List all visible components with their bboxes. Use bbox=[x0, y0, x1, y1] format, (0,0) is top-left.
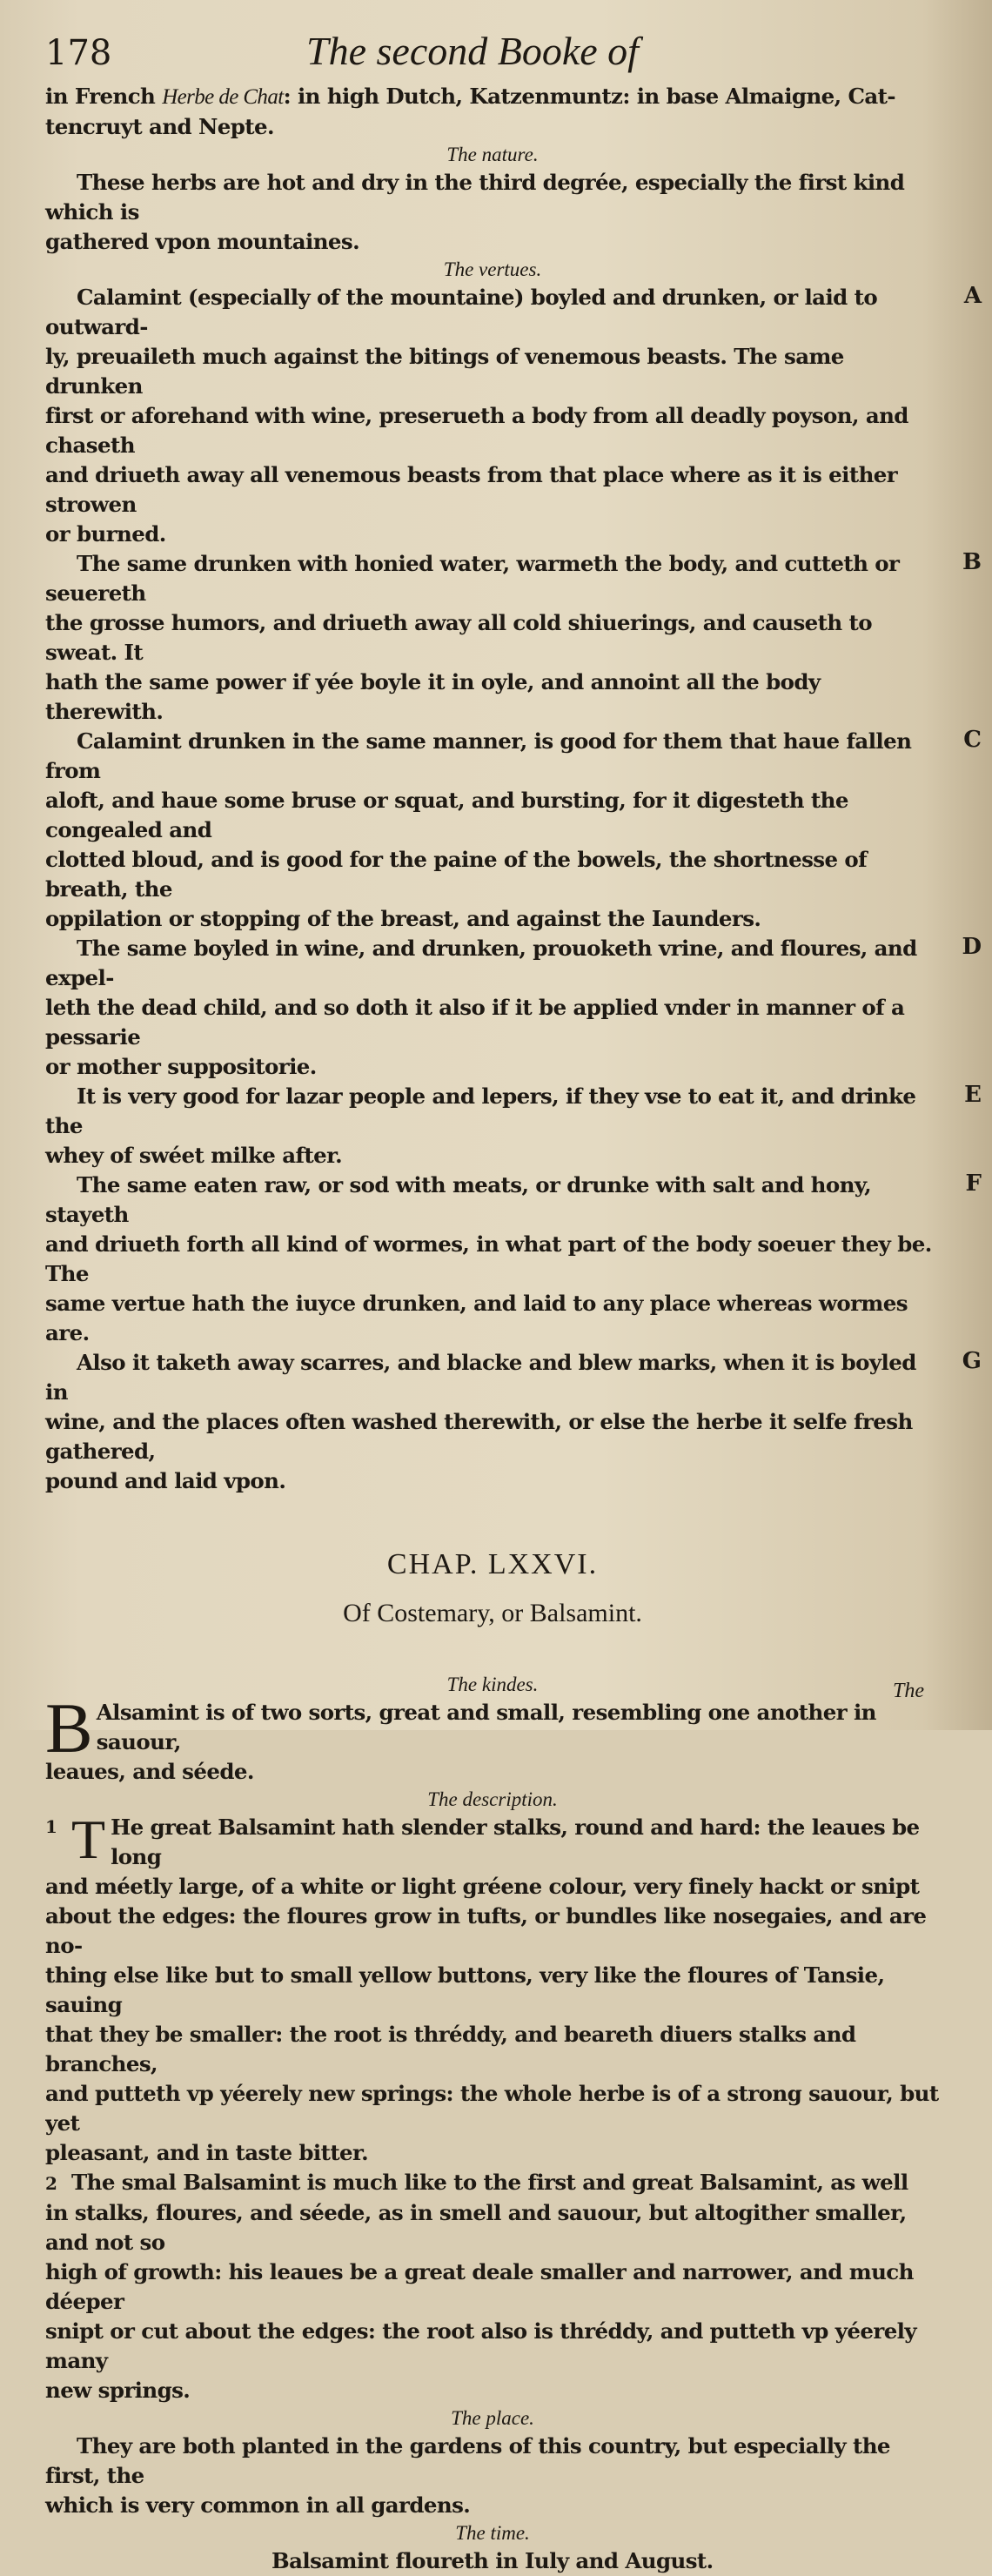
kindes-paragraph: B Alsamint is of two sorts, great and small, resembling one another in sauour, leaues, and séede. bbox=[45, 1698, 876, 1784]
page-number: 178 bbox=[45, 33, 112, 73]
vertue-paragraph-g: G Also it taketh away scarres, and blacke and blew marks, when it is boyled in wine, and the places often washed therewith, or else the herbe it selfe fresh gathered, pound and laid vpon. bbox=[45, 1348, 982, 1493]
vertue-paragraph-c: C Calamint drunken in the same manner, is good for them that haue fallen from aloft, and haue some bruse or squat, and bursting, for it digesteth the congealed and clotted bloud, and is good for the paine of the bowels, the shortnesse of breath, the oppilation or stopping of the breast, and against the Iaunders. bbox=[45, 727, 982, 931]
vertue-paragraph-a: A Calamint (especially of the mountaine) boyled and drunken, or laid to outward- ly, preuaileth much against the bitings of venemous beasts. The same drunken first or aforehand with wine, preserueth a body from all deadly poyson, and chaseth and driueth away all venemous beasts from that place where as it is either strowen or burned. bbox=[45, 283, 982, 547]
vertue-paragraph-b: B The same drunken with honied water, warmeth the body, and cutteth or seuereth the grosse humors, and driueth away all cold shiuerings, and causeth to sweat. It hath the same power if yée boyle it in oyle, and annoint all the body therewith. bbox=[45, 549, 982, 724]
vertue-paragraph-f: F The same eaten raw, or sod with meats, or drunke with salt and hony, stayeth and driueth forth all kind of wormes, in what part of the body soeuer they be. The same vertue hath the iuyce drunken, and laid to any place whereas wormes are. bbox=[45, 1171, 982, 1345]
section-heading-time: The time. bbox=[455, 2522, 530, 2544]
nature-line-2: gathered vpon mountaines. bbox=[45, 229, 360, 254]
section-heading-nature: The nature. bbox=[446, 144, 539, 165]
margin-letter-g: G bbox=[962, 1348, 982, 1374]
paragraph-number-1: 1 bbox=[45, 1816, 57, 1837]
margin-letter-e: E bbox=[964, 1082, 982, 1108]
chapter-subtitle: Of Costemary, or Balsamint. bbox=[343, 1599, 642, 1627]
intro-line-1: in French Herbe de Chat: in high Dutch, Katzenmuntz: in base Almaigne, Cat- bbox=[45, 84, 895, 109]
place-line-1: They are both planted in the gardens of this country, but especially the first, the bbox=[45, 2433, 890, 2488]
description-paragraph-1: 1 T He great Balsamint hath slender stalks, round and hard: the leaues be long and méetly large, of a white or light gréene colour, very finely hackt or snipt about the edges: the floures grow in tufts, or bundles like nosegaies, and are no- thing else like but to small yellow buttons, very like the floures of Tansie, sauing that they be smaller: the root is thréddy, and beareth diuers stalks and branches, and putteth vp yéerely new springs: the whole herbe is of a strong sauour, but yet pleasant, and in taste bitter. bbox=[45, 1813, 939, 2165]
vertue-paragraph-e: E It is very good for lazar people and lepers, if they vse to eat it, and drinke the whey of swéet milke after. bbox=[45, 1082, 982, 1168]
drop-capital-t: T bbox=[71, 1813, 106, 1870]
chapter-title: CHAP. LXXVI. bbox=[386, 1548, 599, 1580]
page-header bbox=[45, 28, 940, 82]
time-line-1: Balsamint floureth in Iuly and August. bbox=[271, 2548, 714, 2573]
margin-letter-b: B bbox=[962, 549, 982, 575]
section-heading-vertues: The vertues. bbox=[443, 258, 542, 280]
vertue-paragraph-d: D The same boyled in wine, and drunken, prouoketh vrine, and floures, and expel- leth the dead child, and so doth it also if it be applied vnder in manner of a pessarie or mother suppositorie. bbox=[45, 934, 982, 1079]
place-line-2: which is very common in all gardens. bbox=[45, 2492, 471, 2518]
section-heading-place: The place. bbox=[451, 2407, 534, 2429]
margin-letter-d: D bbox=[962, 934, 982, 960]
nature-line-1: These herbs are hot and dry in the third degrée, especially the first kind which is bbox=[45, 170, 905, 225]
description-paragraph-2: 2 The smal Balsamint is much like to the first and great Balsamint, as well in stalks, floures, and séede, as in smell and sauour, but altogither smaller, and not so high of growth: his leaues be a great deale smaller and narrower, and much déeper snipt or cut about the edges: the root also is thréddy, and putteth vp yéerely many new springs. bbox=[45, 2170, 917, 2403]
margin-letter-f: F bbox=[965, 1171, 982, 1197]
intro-line-2: tencruyt and Nepte. bbox=[45, 114, 274, 139]
section-heading-kindes: The kindes. bbox=[446, 1674, 539, 1695]
margin-letter-c: C bbox=[963, 727, 982, 753]
running-title: The second Booke of bbox=[306, 29, 639, 73]
section-heading-description: The description. bbox=[427, 1788, 558, 1810]
paragraph-number-2: 2 bbox=[45, 2173, 57, 2194]
margin-letter-a: A bbox=[963, 283, 982, 309]
drop-capital-b: B bbox=[45, 1698, 93, 1768]
catchword: The bbox=[893, 1680, 924, 1702]
